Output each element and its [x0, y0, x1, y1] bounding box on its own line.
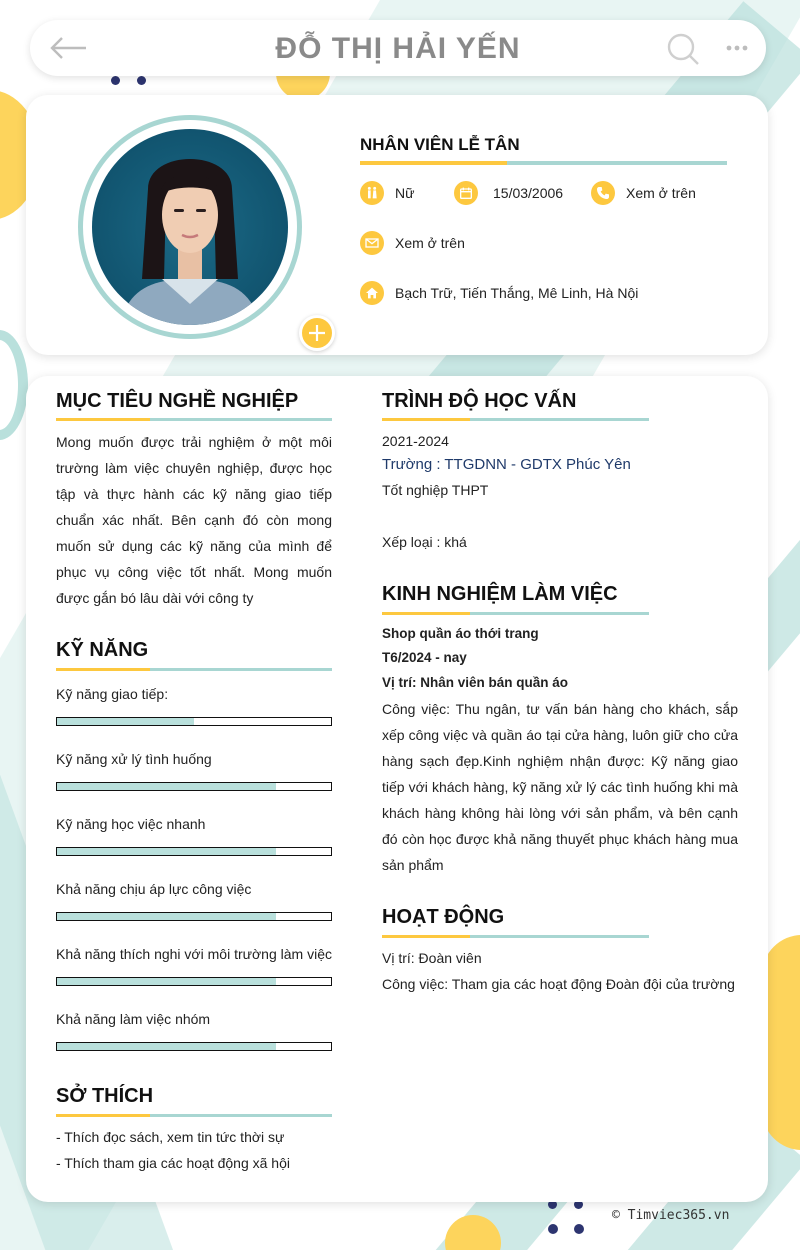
education-period: 2021-2024: [382, 433, 449, 449]
gender-icon: [360, 181, 384, 205]
phone-icon: [591, 181, 615, 205]
email-info: [360, 231, 465, 255]
skill-label: Kỹ năng xử lý tình huống: [56, 751, 212, 767]
skill-bar: [56, 782, 332, 791]
skill-bar-fill: [57, 978, 276, 985]
avatar: [92, 129, 288, 325]
birthdate-value: 15/03/2006: [493, 185, 564, 201]
skill-label: Kỹ năng giao tiếp:: [56, 686, 169, 702]
gender-info: [360, 181, 414, 205]
objective-title: MỤC TIÊU NGHỀ NGHIỆP: [56, 390, 299, 412]
gender-value: Nữ: [395, 185, 415, 201]
skill-label: Khả năng chịu áp lực công việc: [56, 881, 252, 897]
skill-bar: [56, 847, 332, 856]
activities-work: Công việc: Tham gia các hoạt động Đoàn đội của trường: [382, 976, 735, 992]
education-title: TRÌNH ĐỘ HỌC VẤN: [382, 390, 577, 412]
skill-label: Khả năng làm việc nhóm: [56, 1011, 211, 1027]
skills-underline: [56, 668, 332, 671]
address-value: Bạch Trữ, Tiến Thắng, Mê Linh, Hà Nội: [395, 285, 639, 301]
experience-description: Công việc: Thu ngân, tư vấn bán hàng cho khách, sắp xếp công việc và quần áo tại cửa hàng, luôn giữ cho cửa hàng sạch đẹp.Kinh nghiệm nhận được: Kỹ năng giao tiếp với khách hàng, kỹ năng xử lý các tình huống khi mà khách hàng không hài lòng với sản phẩm, và bên cạnh đó còn học được khả năng thuyết phục khách hàng mua sản phẩm: [382, 701, 738, 873]
education-degree: Tốt nghiệp THPT: [382, 482, 489, 498]
more-icon[interactable]: [726, 38, 748, 58]
hobby-item: - Thích đọc sách, xem tin tức thời sự: [56, 1129, 285, 1145]
phone-info: [591, 181, 696, 205]
skill-bar-fill: [57, 1043, 276, 1050]
copyright-footer: © Timviec365.vn: [612, 1208, 730, 1223]
objective-underline: [56, 418, 332, 421]
search-icon[interactable]: [666, 32, 700, 66]
page-title: ĐỖ THỊ HẢI YẾN: [275, 32, 521, 65]
hobbies-underline: [56, 1114, 332, 1117]
birthdate-info: [454, 181, 563, 205]
experience-title: KINH NGHIỆM LÀM VIỆC: [382, 583, 618, 605]
skill-bar-fill: [57, 783, 276, 790]
address-info: [360, 281, 638, 305]
main-card: [26, 376, 768, 1202]
job-title: NHÂN VIÊN LỄ TÂN: [360, 135, 520, 154]
title-underline: [360, 161, 727, 165]
header-bar: [30, 20, 766, 76]
home-icon: [360, 281, 384, 305]
phone-value: Xem ở trên: [626, 185, 696, 201]
skill-bar-fill: [57, 848, 276, 855]
hobbies-title: SỞ THÍCH: [56, 1085, 154, 1107]
skill-bar-fill: [57, 913, 276, 920]
avatar-photo: [92, 129, 288, 325]
avatar-frame: [78, 115, 302, 339]
hobby-item: - Thích tham gia các hoạt động xã hội: [56, 1155, 290, 1171]
skill-bar: [56, 977, 332, 986]
education-underline: [382, 418, 649, 421]
education-rank: Xếp loại : khá: [382, 534, 467, 550]
skill-bar: [56, 912, 332, 921]
skill-bar-fill: [57, 718, 194, 725]
email-value: Xem ở trên: [395, 235, 465, 251]
plus-icon: [302, 318, 332, 348]
skills-title: KỸ NĂNG: [56, 639, 149, 661]
skill-label: Kỹ năng học việc nhanh: [56, 816, 206, 832]
education-school: Trường : TTGDNN - GDTX Phúc Yên: [382, 456, 631, 473]
experience-period: T6/2024 - nay: [382, 650, 467, 665]
objective-text: Mong muốn được trải nghiệm ở một môi trường làm việc chuyên nghiệp, được học tập và thực hành các kỹ năng giao tiếp chuẩn xác nhất. Bên cạnh đó còn mong muốn sử dụng các kỹ năng của mình để phục vụ công việc tốt nhất. Mong muốn được gắn bó lâu dài với công ty: [56, 434, 332, 606]
experience-position: Vị trí: Nhân viên bán quần áo: [382, 675, 569, 690]
calendar-icon: [454, 181, 478, 205]
experience-company: Shop quần áo thới trang: [382, 626, 539, 641]
skill-bar: [56, 1042, 332, 1051]
activities-title: HOẠT ĐỘNG: [382, 906, 505, 928]
skill-bar: [56, 717, 332, 726]
skill-label: Khả năng thích nghi với môi trường làm việc: [56, 946, 332, 962]
experience-underline: [382, 612, 649, 615]
activities-position: Vị trí: Đoàn viên: [382, 950, 482, 966]
email-icon: [360, 231, 384, 255]
profile-card: [26, 95, 768, 355]
activities-underline: [382, 935, 649, 938]
add-photo-button[interactable]: [299, 315, 335, 351]
